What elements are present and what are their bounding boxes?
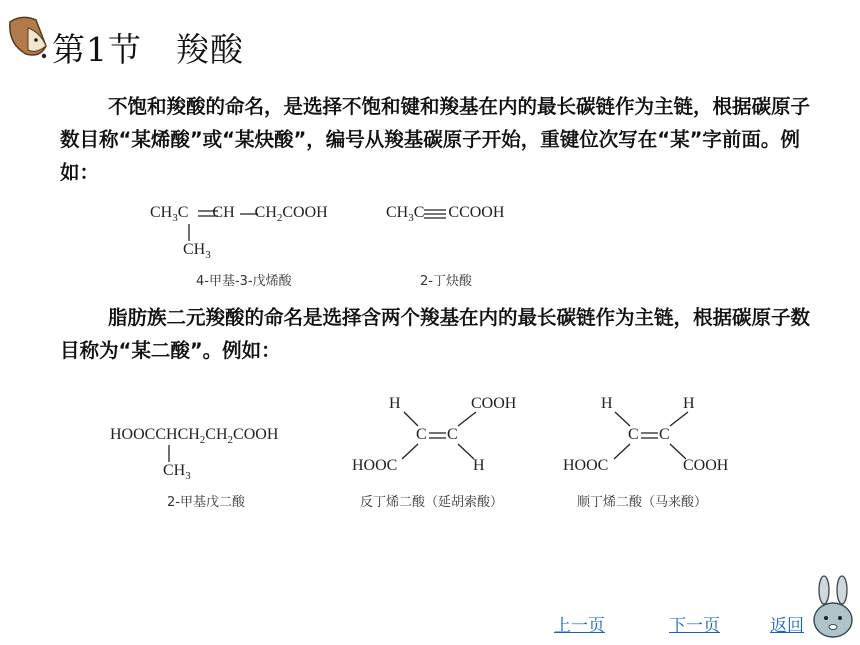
bunny-icon: [810, 574, 856, 640]
atom-label: C: [628, 426, 639, 443]
formula-text: COOH: [233, 426, 279, 443]
atom-label: H: [389, 395, 401, 412]
formula-subscript: 3: [172, 212, 178, 225]
formula-text: CH: [254, 204, 277, 221]
atom-label: COOH: [683, 457, 729, 474]
formula-branch-methyl: [183, 241, 211, 261]
back-link[interactable]: 返回: [770, 616, 804, 636]
formula-text: CH: [150, 204, 173, 221]
paragraph-unsaturated-acids: [60, 90, 820, 189]
formula-subscript: 2: [199, 434, 206, 447]
formula-text: C: [413, 204, 425, 221]
prev-page-link[interactable]: 上一页: [554, 616, 605, 636]
atom-label: HOOC: [352, 457, 398, 474]
cartoon-animal-icon: [6, 14, 50, 60]
atom-label: H: [601, 395, 613, 412]
atom-label: H: [683, 395, 695, 412]
formula-text: CH: [386, 204, 409, 221]
atom-label: C: [659, 426, 670, 443]
caption-butynoic-acid: 2-丁炔酸: [420, 274, 472, 289]
next-page-link[interactable]: 下一页: [669, 616, 720, 636]
formula-subscript: 2: [227, 434, 234, 447]
atom-label: C: [447, 426, 458, 443]
atom-label: C: [416, 426, 427, 443]
formula-butynoic-acid: [386, 204, 504, 224]
formula-text: CH: [163, 462, 186, 479]
formula-subscript: 2: [276, 212, 283, 225]
formula-subscript: 3: [205, 249, 211, 262]
caption-methylglutaric-acid: 2-甲基戊二酸: [167, 495, 245, 510]
formula-text: COOH: [282, 204, 328, 221]
formula-text: CH: [183, 241, 206, 258]
formula-text: CCOOH: [448, 204, 505, 221]
atom-label: COOH: [471, 395, 517, 412]
atom-label: HOOC: [563, 457, 609, 474]
atom-label: H: [473, 457, 485, 474]
formula-branch-methyl: [163, 462, 191, 482]
caption-methylpentenoic-acid: 4-甲基-3-戊烯酸: [196, 274, 292, 289]
formula-subscript: 3: [185, 470, 191, 483]
paragraph-text: 不饱和羧酸的命名，是选择不饱和键和羧基在内的最长碳链作为主链，根据碳原子数目称“某烯酸”或“某炔酸”，编号从羧基碳原子开始，重键位次写在“某”字前面。例如：: [60, 95, 811, 184]
page-title: 第1节 羧酸: [52, 30, 244, 69]
formula-methylglutaric-acid: [110, 426, 278, 446]
formula-methylpentenoic-acid: [150, 204, 328, 224]
paragraph-dicarboxylic-acids: [60, 301, 820, 367]
formula-text: C: [177, 204, 189, 221]
paragraph-text: 脂肪族二元羧酸的命名是选择含两个羧基在内的最长碳链作为主链，根据碳原子数目称为“某二酸”。例如：: [60, 306, 811, 362]
formula-subscript: 3: [408, 212, 414, 225]
caption-maleic-acid: 顺丁烯二酸（马来酸）: [577, 495, 708, 510]
caption-fumaric-acid: 反丁烯二酸（延胡索酸）: [360, 495, 504, 510]
formula-text: CH: [212, 204, 235, 221]
formula-text: CH: [205, 426, 228, 443]
formula-text: HOOCCHCH: [110, 426, 200, 443]
